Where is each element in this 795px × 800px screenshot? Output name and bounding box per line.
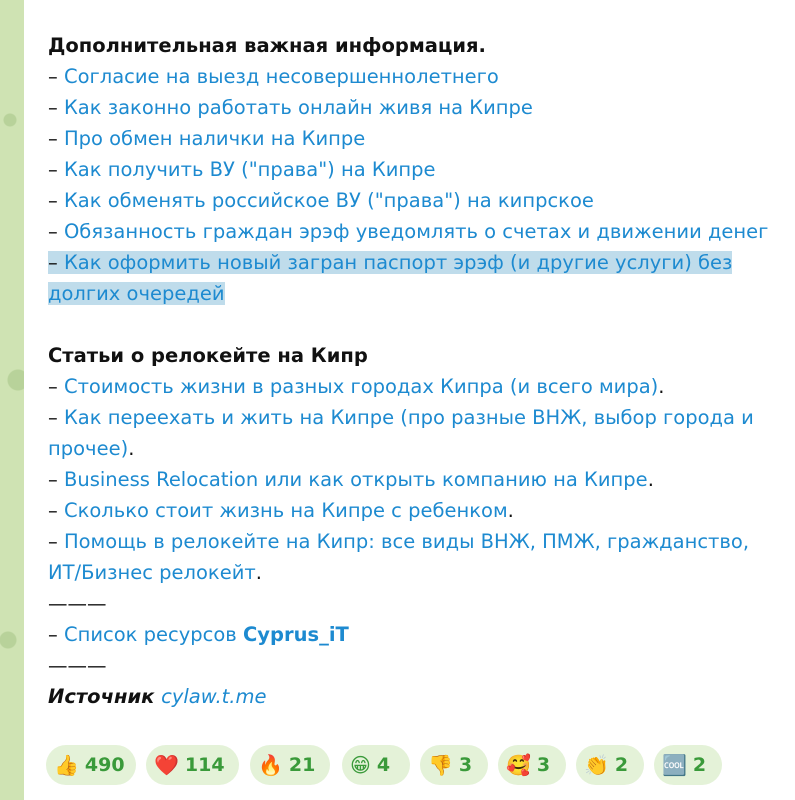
reaction-cool[interactable]: [654, 745, 722, 785]
reaction-count: 490: [84, 754, 125, 776]
link-business-relocation[interactable]: Business Relocation или как открыть компанию на Кипре: [63, 468, 648, 491]
reaction-grin[interactable]: [342, 745, 410, 785]
reactions-bar: [46, 745, 791, 785]
reaction-count: 21: [288, 754, 316, 776]
list-item: – Business Relocation или как открыть компанию на Кипре.: [48, 468, 654, 491]
fire-icon: 🔥: [258, 753, 283, 777]
cool-icon: 🆒: [662, 753, 687, 777]
smiling-hearts-icon: 🥰: [506, 753, 531, 777]
reaction-in-love[interactable]: [498, 745, 566, 785]
link-passport[interactable]: Как оформить новый загран паспорт эрэф (и другие услуги) без долгих очередей: [48, 251, 733, 305]
list-item: – Как обменять российское ВУ ("права") на кипрское: [48, 189, 594, 212]
spacer: [48, 309, 788, 340]
source-line: [48, 681, 788, 712]
list-item: – Согласие на выезд несовершеннолетнего: [48, 65, 499, 88]
reaction-thumbs-down[interactable]: [420, 745, 488, 785]
heart-icon: ❤️: [154, 753, 179, 777]
list-item-highlighted: – Как оформить новый загран паспорт эрэф (и другие услуги) без долгих очередей: [48, 251, 733, 305]
thumbs-down-icon: 👎: [428, 753, 453, 777]
reaction-count: 2: [692, 754, 707, 776]
link-license-exchange[interactable]: Как обменять российское ВУ ("права") на кипрское: [63, 189, 594, 212]
list-item: – Помощь в релокейте на Кипр: все виды ВНЖ, ПМЖ, гражданство, ИТ/Бизнес релокейт.: [48, 530, 750, 584]
link-work-online[interactable]: Как законно работать онлайн живя на Кипре: [63, 96, 533, 119]
reaction-count: 2: [614, 754, 629, 776]
link-resources[interactable]: Список ресурсов: [63, 623, 243, 646]
link-cyprus-it[interactable]: Cyprus_iT: [242, 623, 349, 646]
source-label: Источник: [48, 685, 162, 708]
message-text: [48, 30, 788, 712]
separator: ———: [48, 592, 107, 615]
clap-icon: 👏: [584, 753, 609, 777]
link-driving-license[interactable]: Как получить ВУ ("права") на Кипре: [63, 158, 436, 181]
link-minor-consent[interactable]: Согласие на выезд несовершеннолетнего: [63, 65, 499, 88]
section-heading-info: Дополнительная важная информация.: [48, 34, 486, 57]
reaction-heart[interactable]: [146, 745, 239, 785]
reaction-count: 3: [458, 754, 473, 776]
reaction-count: 114: [184, 754, 225, 776]
link-move-cyprus[interactable]: Как переехать и жить на Кипре (про разные ВНЖ, выбор города и прочее): [48, 406, 754, 460]
link-relocation-help[interactable]: Помощь в релокейте на Кипр: все виды ВНЖ, ПМЖ, гражданство, ИТ/Бизнес релокейт: [48, 530, 750, 584]
list-item: – Сколько стоит жизнь на Кипре с ребенком.: [48, 499, 514, 522]
thumbs-up-icon: 👍: [54, 753, 79, 777]
reaction-fire[interactable]: [250, 745, 330, 785]
link-bank-notify[interactable]: Обязанность граждан эрэф уведомлять о счетах и движении денег: [63, 220, 769, 243]
reaction-count: 4: [376, 754, 391, 776]
list-item: – Как получить ВУ ("права") на Кипре: [48, 158, 436, 181]
reaction-thumbs-up[interactable]: [46, 745, 136, 785]
list-item: – Как законно работать онлайн живя на Кипре: [48, 96, 533, 119]
list-item: – Как переехать и жить на Кипре (про разные ВНЖ, выбор города и прочее).: [48, 406, 754, 460]
grin-icon: 😁: [350, 753, 371, 777]
list-item: – Обязанность граждан эрэф уведомлять о счетах и движении денег: [48, 220, 769, 243]
list-item: – Список ресурсов Cyprus_iT: [48, 623, 349, 646]
link-life-with-child[interactable]: Сколько стоит жизнь на Кипре с ребенком: [63, 499, 508, 522]
reaction-clap[interactable]: [576, 745, 644, 785]
list-item: – Стоимость жизни в разных городах Кипра (и всего мира).: [48, 375, 665, 398]
link-cash-exchange[interactable]: Про обмен налички на Кипре: [63, 127, 366, 150]
separator: ———: [48, 654, 107, 677]
section-heading-relocation: Статьи о релокейте на Кипр: [48, 344, 368, 367]
list-item: – Про обмен налички на Кипре: [48, 127, 366, 150]
link-cost-of-living[interactable]: Стоимость жизни в разных городах Кипра (и всего мира): [63, 375, 659, 398]
link-source[interactable]: cylaw.t.me: [161, 685, 267, 708]
reaction-count: 3: [536, 754, 551, 776]
